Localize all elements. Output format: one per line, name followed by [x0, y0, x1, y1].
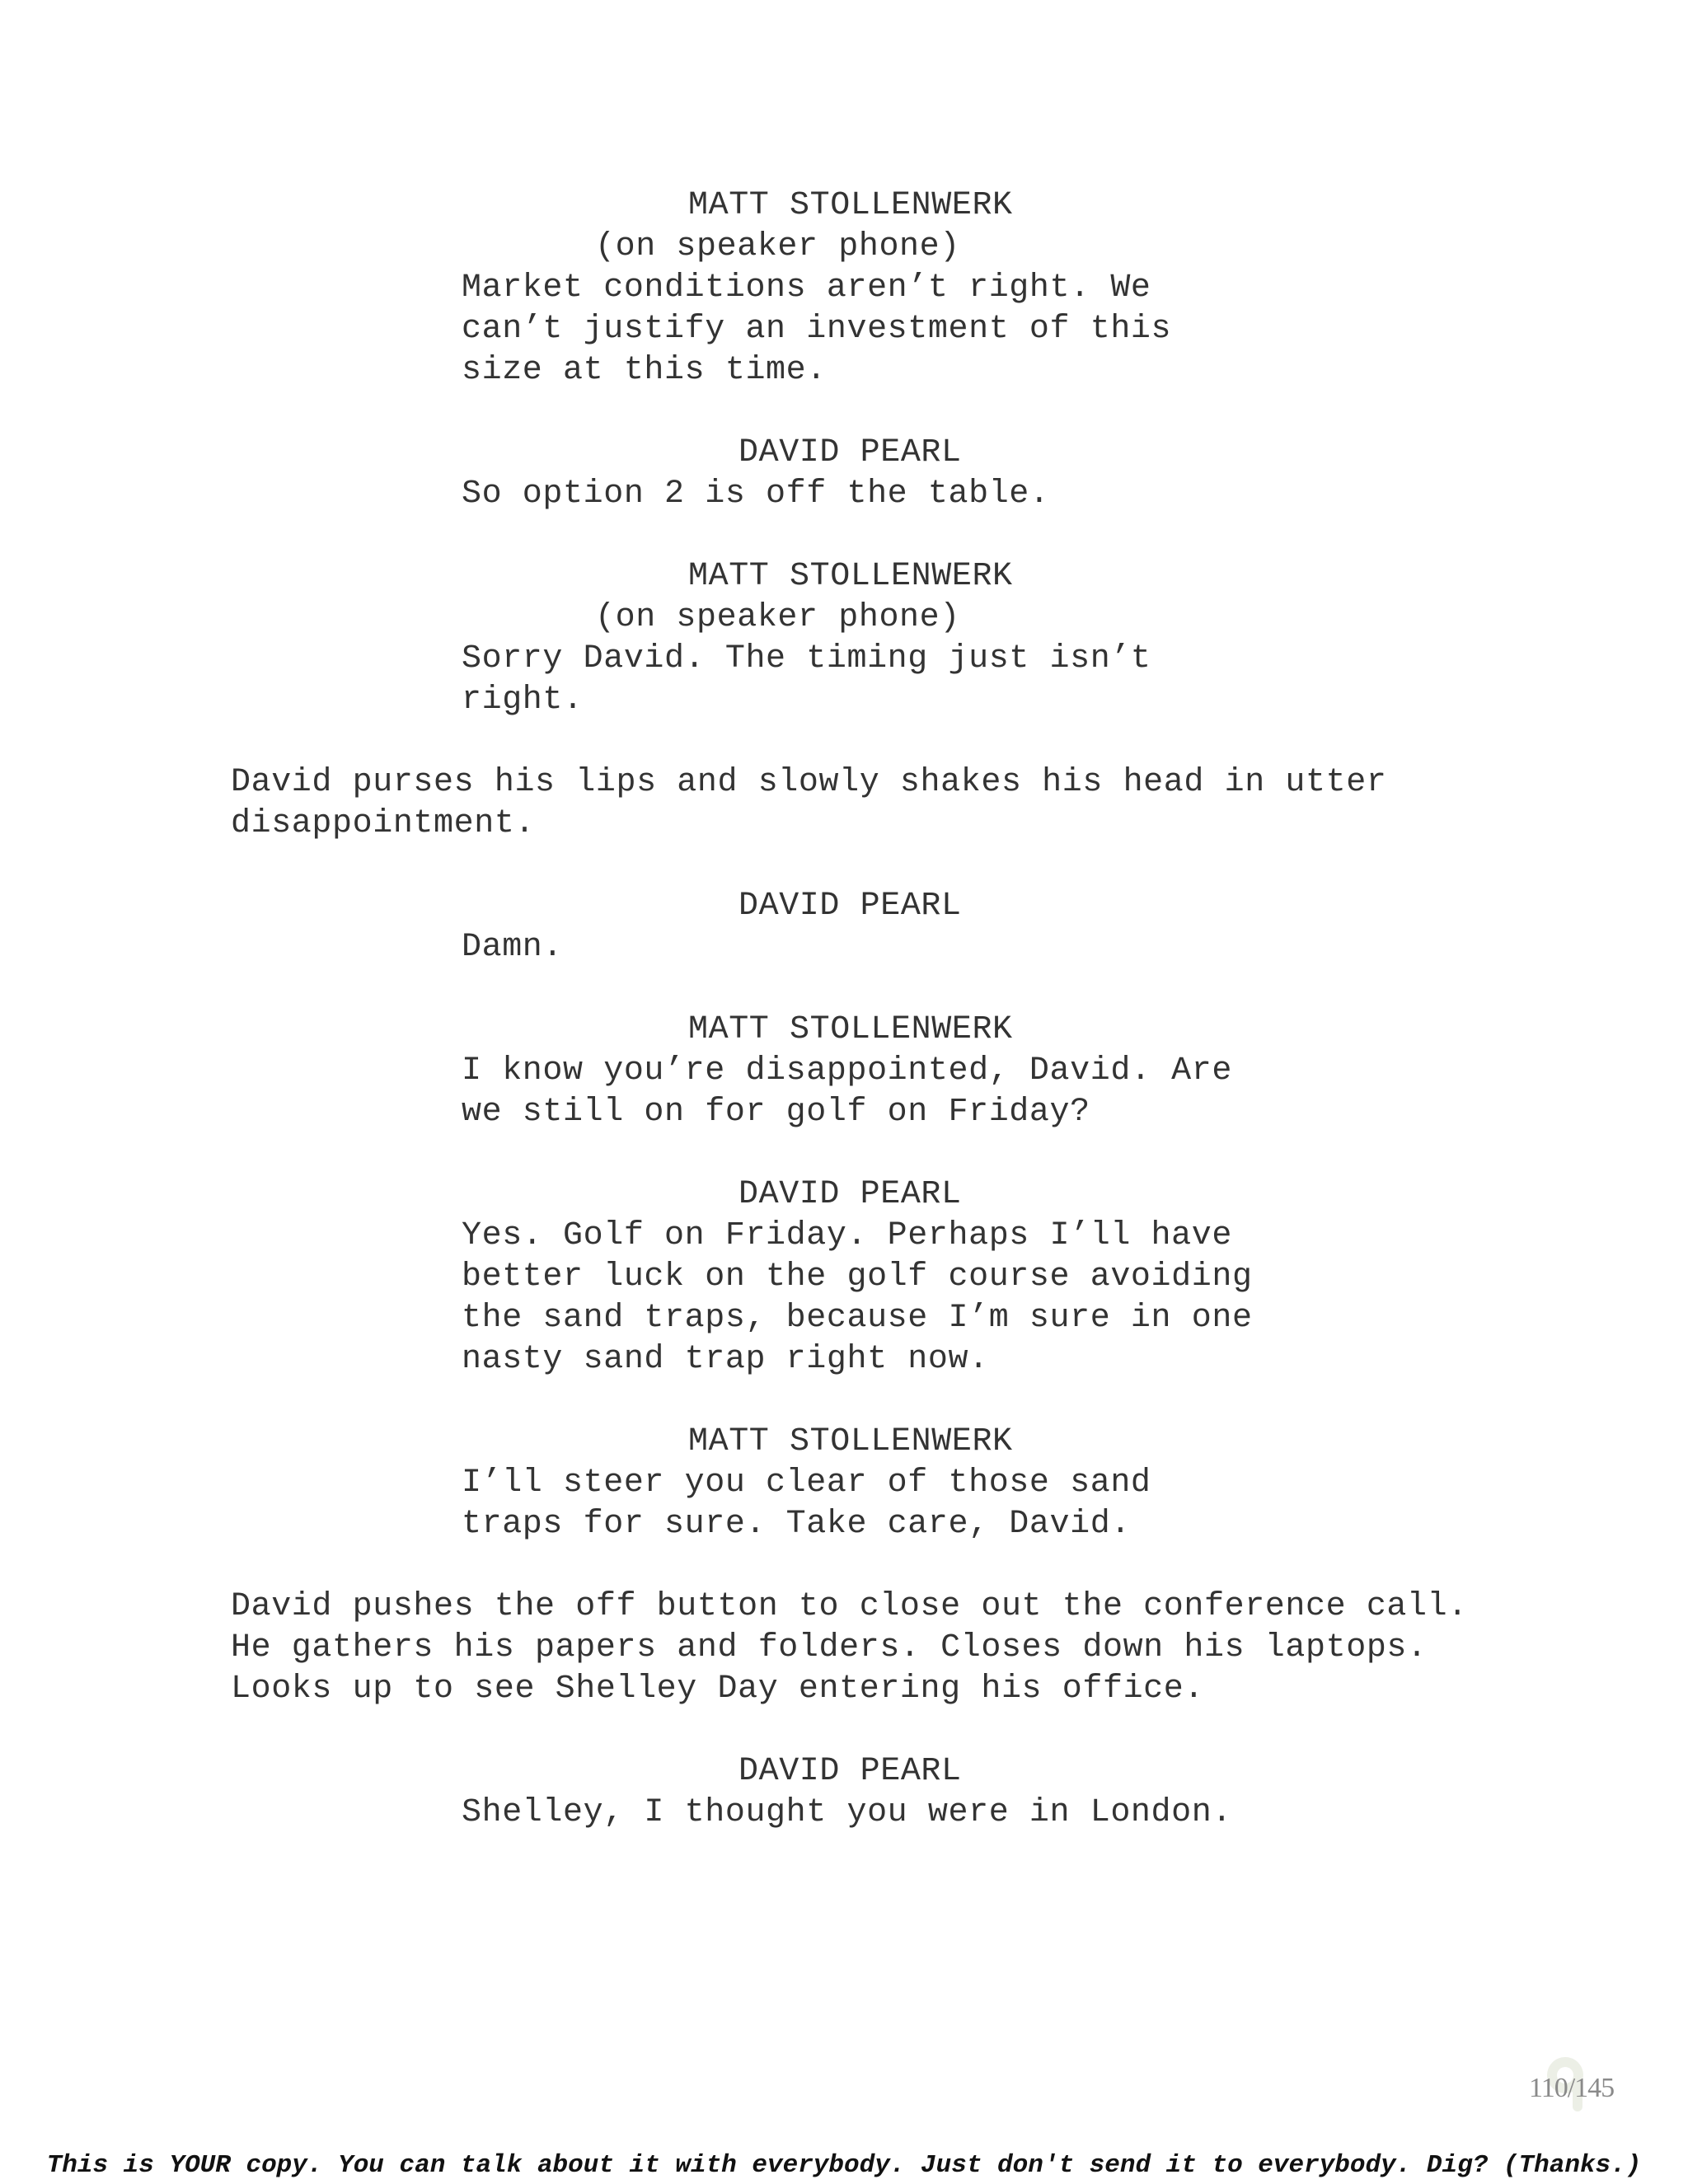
page-number: 110/145	[1529, 2073, 1615, 2103]
dialogue-line: can’t justify an investment of this	[462, 311, 1172, 348]
action-line: David pushes the off button to close out the conference call.	[231, 1588, 1468, 1625]
dialogue-line: traps for sure. Take care, David.	[462, 1506, 1131, 1543]
character-name: MATT STOLLENWERK	[688, 1423, 1013, 1460]
character-name: DAVID PEARL	[738, 888, 962, 925]
parenthetical: (on speaker phone)	[595, 599, 960, 636]
copy-notice-footer: This is YOUR copy. You can talk about it with everybody. Just don't send it to everybody. Dig? (Thanks.)	[46, 2151, 1642, 2180]
dialogue-line: I know you’re disappointed, David. Are	[462, 1052, 1232, 1090]
parenthetical: (on speaker phone)	[595, 228, 960, 265]
dialogue-line: right.	[462, 682, 584, 719]
dialogue-line: I’ll steer you clear of those sand	[462, 1465, 1151, 1502]
dialogue-line: Yes. Golf on Friday. Perhaps I’ll have	[462, 1217, 1232, 1254]
action-line: disappointment.	[231, 805, 536, 842]
character-name: DAVID PEARL	[738, 1753, 962, 1790]
dialogue-line: better luck on the golf course avoiding	[462, 1258, 1253, 1296]
character-name: DAVID PEARL	[738, 434, 962, 471]
dialogue-line: the sand traps, because I’m sure in one	[462, 1300, 1253, 1337]
character-name: MATT STOLLENWERK	[688, 187, 1013, 224]
action-line: Looks up to see Shelley Day entering his office.	[231, 1671, 1204, 1708]
dialogue-line: Shelley, I thought you were in London.	[462, 1794, 1232, 1831]
dialogue-line: Sorry David. The timing just isn’t	[462, 640, 1151, 677]
character-name: MATT STOLLENWERK	[688, 1011, 1013, 1048]
action-line: He gathers his papers and folders. Closes down his laptops.	[231, 1629, 1428, 1666]
dialogue-line: So option 2 is off the table.	[462, 476, 1050, 513]
dialogue-line: size at this time.	[462, 352, 827, 389]
dialogue-line: we still on for golf on Friday?	[462, 1094, 1090, 1131]
dialogue-line: Damn.	[462, 929, 564, 966]
dialogue-line: Market conditions aren’t right. We	[462, 269, 1151, 307]
character-name: DAVID PEARL	[738, 1176, 962, 1213]
action-line: David purses his lips and slowly shakes his head in utter	[231, 764, 1387, 801]
character-name: MATT STOLLENWERK	[688, 558, 1013, 595]
dialogue-line: nasty sand trap right now.	[462, 1341, 989, 1378]
